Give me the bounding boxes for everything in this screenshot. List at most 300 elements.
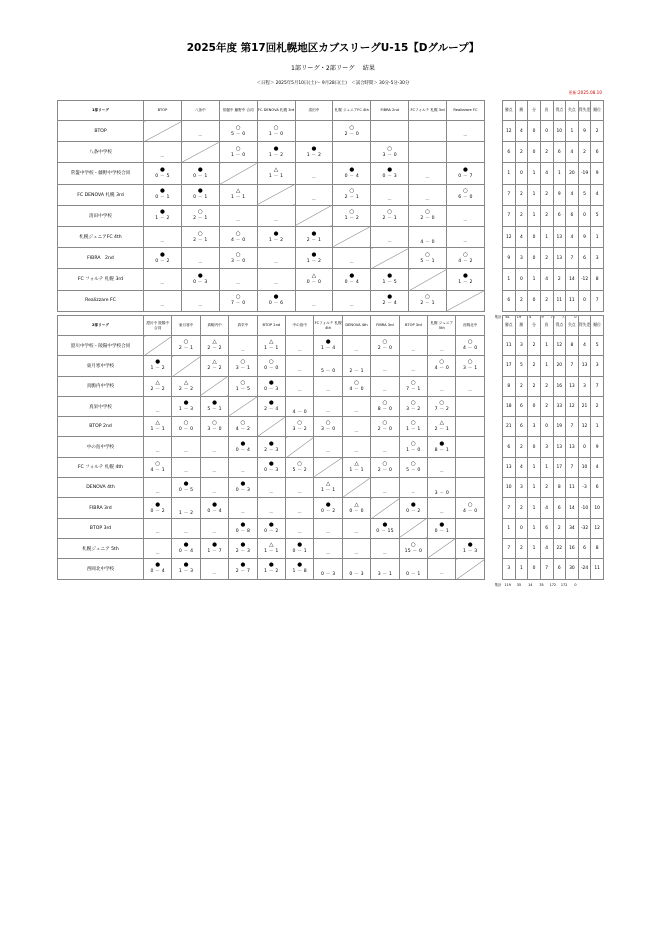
match-cell xyxy=(144,396,172,416)
result-mark: ○ xyxy=(212,420,217,427)
result-mark: ● xyxy=(349,272,355,279)
match-score: － xyxy=(425,176,430,182)
match-cell xyxy=(219,121,257,142)
result-mark xyxy=(400,560,427,567)
stat-value: 4 xyxy=(540,538,553,558)
stat-value: 6 xyxy=(503,142,516,163)
match-score: － xyxy=(160,303,165,309)
stat-value: 6 xyxy=(553,142,566,163)
result-mark: ○ xyxy=(197,209,203,216)
match-cell xyxy=(399,559,427,579)
match-score: 1 － 2 xyxy=(268,237,284,243)
match-cell xyxy=(342,478,370,498)
stat-value: 4 xyxy=(540,163,553,184)
stat-value: 13 xyxy=(566,376,579,396)
stat-header: 勝 xyxy=(515,101,528,121)
match-cell xyxy=(257,417,285,437)
stat-value: 2 xyxy=(540,290,553,311)
result-mark xyxy=(456,522,483,529)
table-row xyxy=(58,478,485,498)
stat-value: 1 xyxy=(591,417,604,437)
stat-value: 2 xyxy=(515,290,528,311)
result-mark: ○ xyxy=(462,188,468,195)
match-cell xyxy=(399,478,427,498)
result-mark xyxy=(456,482,483,489)
result-mark xyxy=(333,292,370,299)
match-cell xyxy=(144,142,182,163)
result-mark: ● xyxy=(268,440,274,447)
stat-value: 2 xyxy=(540,376,553,396)
table-row xyxy=(58,336,485,356)
stat-value: -19 xyxy=(578,163,591,184)
match-cell xyxy=(172,396,200,416)
stat-value: -10 xyxy=(578,498,591,518)
match-score: 1 － 8 xyxy=(292,569,307,575)
result-mark xyxy=(286,377,313,384)
result-mark: ○ xyxy=(235,251,241,258)
match-score: 0 － 2 xyxy=(150,508,165,514)
result-mark xyxy=(258,249,295,256)
match-score: 1 － 0 xyxy=(268,131,284,137)
match-cell xyxy=(295,163,333,184)
match-cell xyxy=(371,457,399,477)
match-cell xyxy=(428,417,456,437)
match-score: － xyxy=(382,450,388,456)
match-score: － xyxy=(155,409,161,415)
match-score: － xyxy=(197,261,203,267)
result-mark: ○ xyxy=(349,188,355,195)
stat-value: -24 xyxy=(578,559,591,579)
match-cell xyxy=(181,142,219,163)
match-cell xyxy=(200,376,228,396)
match-score: 2 － 7 xyxy=(235,569,251,575)
team-name: 西岡北中学校 xyxy=(58,559,144,579)
total-value: 35 xyxy=(539,582,544,587)
stat-value: 16 xyxy=(553,376,566,396)
match-cell xyxy=(399,417,427,437)
match-cell xyxy=(229,417,257,437)
match-score: － xyxy=(463,134,468,140)
match-cell xyxy=(172,498,200,518)
result-mark xyxy=(286,398,313,405)
match-score: 0 － 3 xyxy=(235,488,251,494)
match-score: 1 － 2 xyxy=(150,366,165,372)
match-score: 2 － 1 xyxy=(382,216,397,222)
stat-value: 7 xyxy=(503,498,516,518)
result-mark: ● xyxy=(155,359,161,366)
match-cell xyxy=(371,121,409,142)
stat-value: 3 xyxy=(540,437,553,457)
match-score: 7 － 1 xyxy=(406,386,421,392)
result-mark: ○ xyxy=(183,420,189,427)
match-score: － xyxy=(325,551,331,557)
column-header: 札幌 ジュニアFC 4th xyxy=(333,101,371,121)
match-score: 4 － 0 xyxy=(420,240,435,246)
team-name: BTOP 3rd xyxy=(58,518,144,538)
column-header: DENOVA 4th xyxy=(342,316,370,336)
match-cell xyxy=(399,518,427,538)
result-mark: ● xyxy=(273,294,279,301)
match-score: 0 － 4 xyxy=(344,173,359,179)
match-score: － xyxy=(410,368,416,374)
result-mark: ● xyxy=(183,542,189,549)
column-header: 清田中 xyxy=(295,101,333,121)
match-cell xyxy=(342,396,370,416)
match-cell xyxy=(257,559,285,579)
team-name: FC DENOVA 札幌 3rd xyxy=(58,184,144,205)
stat-header: 勝点 xyxy=(503,101,516,121)
match-score: － xyxy=(212,531,217,537)
stat-value: 12 xyxy=(503,226,516,247)
stat-value: 1 xyxy=(503,518,516,538)
stat-value: 1 xyxy=(591,226,604,247)
stat-value: 0 xyxy=(540,417,553,437)
match-score: 2 － 1 xyxy=(434,427,449,433)
table-row xyxy=(58,559,485,579)
stat-value: 13 xyxy=(578,356,591,376)
result-mark: ● xyxy=(311,230,317,237)
result-mark: ○ xyxy=(439,359,445,366)
match-cell xyxy=(447,184,485,205)
result-mark xyxy=(343,560,370,567)
match-cell xyxy=(200,559,228,579)
result-mark: ● xyxy=(183,481,189,488)
match-cell xyxy=(428,356,456,376)
column-header: FIBRA 2nd xyxy=(371,101,409,121)
match-cell xyxy=(144,226,182,247)
match-score: 0 － 2 xyxy=(320,508,336,514)
stat-value: 21 xyxy=(578,396,591,416)
result-mark: ○ xyxy=(354,379,359,386)
stat-value: 1 xyxy=(566,121,579,142)
total-value: 19 xyxy=(516,314,522,319)
match-cell xyxy=(314,336,342,356)
result-mark xyxy=(258,499,285,506)
team-name: Realizzare FC xyxy=(58,290,144,311)
result-mark: ● xyxy=(325,339,331,346)
result-mark: ● xyxy=(462,166,468,173)
result-mark xyxy=(409,186,446,193)
match-cell xyxy=(257,336,285,356)
match-score: 4 － 2 xyxy=(235,427,251,433)
stat-value: -32 xyxy=(578,518,591,538)
match-cell xyxy=(181,121,219,142)
totals-label: 集計 xyxy=(494,314,502,319)
match-score: 0 － 3 xyxy=(349,571,364,577)
match-cell xyxy=(286,356,314,376)
match-score: － xyxy=(160,282,165,288)
result-mark xyxy=(144,292,181,299)
result-mark: ● xyxy=(183,400,189,407)
match-score: 1 － 1 xyxy=(349,467,364,473)
total-value: 19 xyxy=(539,314,544,319)
match-score: 1 － 2 xyxy=(306,258,322,264)
stat-value: 0 xyxy=(540,121,553,142)
team-name: 清田中学校 xyxy=(58,205,144,226)
total-value: 71 xyxy=(550,314,555,319)
match-cell xyxy=(371,478,399,498)
result-mark: △ xyxy=(325,481,331,488)
match-score: 4 － 0 xyxy=(292,409,307,415)
result-mark: ○ xyxy=(467,339,473,346)
stat-value: 11 xyxy=(553,290,566,311)
match-cell xyxy=(409,248,447,269)
stat-value: 9 xyxy=(591,437,604,457)
match-score: － xyxy=(268,490,274,496)
result-mark: ○ xyxy=(462,251,468,258)
match-cell xyxy=(257,184,295,205)
match-score: － xyxy=(439,470,445,476)
result-mark xyxy=(371,228,408,235)
match-score: 0 － 2 xyxy=(155,258,170,264)
match-cell xyxy=(456,518,484,538)
team-name: 東月寒中学校 xyxy=(58,356,144,376)
stat-value: 17 xyxy=(503,356,516,376)
match-cell xyxy=(314,356,342,376)
match-score: 0 － 15 xyxy=(376,528,394,534)
match-cell xyxy=(456,376,484,396)
match-score: 0 － 1 xyxy=(434,528,449,534)
match-score: 1 － 5 xyxy=(235,386,251,392)
match-cell xyxy=(181,205,219,226)
match-cell xyxy=(295,184,333,205)
match-cell xyxy=(144,184,182,205)
match-score: － xyxy=(311,303,317,309)
stat-value: 9 xyxy=(503,248,516,269)
match-score: － xyxy=(240,470,246,476)
match-cell xyxy=(295,290,333,311)
result-mark: ● xyxy=(297,542,303,549)
match-cell xyxy=(144,205,182,226)
result-mark: ● xyxy=(462,272,468,279)
match-cell xyxy=(229,356,257,376)
match-score: － xyxy=(354,429,359,435)
match-cell xyxy=(342,376,370,396)
match-score: 1 － 2 xyxy=(458,279,473,285)
result-mark: ○ xyxy=(349,209,355,216)
stat-header: 分 xyxy=(528,316,541,336)
match-cell xyxy=(229,457,257,477)
match-score: 2 － 2 xyxy=(207,346,222,352)
stat-value: -12 xyxy=(578,269,591,290)
stat-value: 6 xyxy=(515,417,528,437)
result-mark xyxy=(428,377,455,384)
team-name: BTOP xyxy=(58,121,144,142)
result-mark: ● xyxy=(159,188,165,195)
match-score: 4 － 0 xyxy=(462,508,478,514)
column-header: FCフォルテ 札幌 4th xyxy=(314,316,342,336)
match-cell xyxy=(144,559,172,579)
match-score: 0 － 0 xyxy=(264,366,279,372)
match-cell xyxy=(342,538,370,558)
team-name: 真栄中学校 xyxy=(58,396,144,416)
match-cell xyxy=(314,417,342,437)
result-mark xyxy=(201,458,228,465)
column-header: 札幌 ジュニア 5th xyxy=(428,316,456,336)
match-score: － xyxy=(160,155,165,161)
match-score: 0 － 0 xyxy=(349,508,364,514)
match-cell xyxy=(144,121,182,142)
stat-value: 8 xyxy=(566,336,579,356)
result-mark xyxy=(286,519,313,526)
result-mark: ● xyxy=(439,440,445,447)
match-score: 4 － 0 xyxy=(231,237,246,243)
result-mark: ○ xyxy=(273,124,279,131)
match-cell xyxy=(172,478,200,498)
stat-value: 1 xyxy=(503,163,516,184)
match-score: 0 － 0 xyxy=(306,279,322,285)
result-mark: ○ xyxy=(382,400,388,407)
stat-value: 6 xyxy=(578,248,591,269)
match-score: 2 － 1 xyxy=(178,346,194,352)
match-cell xyxy=(428,437,456,457)
match-cell xyxy=(314,538,342,558)
result-mark: ● xyxy=(197,188,203,195)
stat-value: 3 xyxy=(515,336,528,356)
stat-value: 2 xyxy=(540,248,553,269)
match-score: 2 － 1 xyxy=(344,195,359,201)
stat-value: 6 xyxy=(515,396,528,416)
result-mark xyxy=(447,122,484,129)
team-name: 中の島中学校 xyxy=(58,437,144,457)
result-mark: ● xyxy=(387,272,393,279)
stat-value: 10 xyxy=(503,478,516,498)
match-score: 0 － 3 xyxy=(193,279,208,285)
result-mark xyxy=(371,540,398,547)
result-mark: ○ xyxy=(387,145,393,152)
match-cell xyxy=(172,538,200,558)
column-header: FC DENOVA 札幌 3rd xyxy=(257,101,295,121)
result-mark xyxy=(182,122,219,129)
stat-value: 17 xyxy=(553,457,566,477)
stat-value: 2 xyxy=(591,396,604,416)
stat-header: 失点 xyxy=(566,316,579,336)
match-cell xyxy=(144,269,182,290)
result-mark xyxy=(314,398,341,405)
match-cell xyxy=(286,538,314,558)
stat-value: 20 xyxy=(553,356,566,376)
standings-row xyxy=(503,396,604,416)
total-value: 61 xyxy=(505,314,510,319)
match-score: 1 － 4 xyxy=(320,346,336,352)
match-cell xyxy=(219,163,257,184)
match-cell xyxy=(200,437,228,457)
match-score: 1 － 0 xyxy=(406,447,421,453)
result-mark: ● xyxy=(268,521,274,528)
stat-value: 16 xyxy=(566,538,579,558)
result-mark: ○ xyxy=(382,420,388,427)
stat-value: 34 xyxy=(566,518,579,538)
match-score: 3 － 0 xyxy=(320,427,336,433)
page-title: 2025年度 第17回札幌地区カブスリーグU-15【Dグループ】 xyxy=(186,42,480,54)
match-cell xyxy=(314,559,342,579)
match-cell xyxy=(456,417,484,437)
match-score: － xyxy=(297,368,303,374)
stat-value: 12 xyxy=(503,121,516,142)
match-score: 0 － 8 xyxy=(235,528,251,534)
match-cell xyxy=(257,538,285,558)
stat-header: 失点 xyxy=(566,101,579,121)
result-mark: ● xyxy=(240,562,246,569)
standings-row xyxy=(503,142,604,163)
match-cell xyxy=(371,269,409,290)
match-cell xyxy=(229,396,257,416)
match-cell xyxy=(144,417,172,437)
column-header: 常盤中 藤野中 合同 xyxy=(219,101,257,121)
match-cell xyxy=(200,538,228,558)
match-cell xyxy=(286,478,314,498)
match-cell xyxy=(144,478,172,498)
match-score: 1 － 2 xyxy=(268,152,284,158)
stat-value: 6 xyxy=(553,205,566,226)
match-score: 3 － 1 xyxy=(462,366,478,372)
stat-value: 30 xyxy=(566,559,579,579)
team-name: FC フォルテ 札幌 4th xyxy=(58,457,144,477)
stat-value: 7 xyxy=(591,290,604,311)
match-cell xyxy=(333,269,371,290)
match-score: 15 － 0 xyxy=(404,549,423,555)
match-cell xyxy=(371,142,409,163)
result-mark xyxy=(286,499,313,506)
match-score: 0 － 3 xyxy=(264,386,279,392)
match-cell xyxy=(333,142,371,163)
stat-header: 順位 xyxy=(591,316,604,336)
result-mark: ● xyxy=(439,521,445,528)
match-cell xyxy=(456,457,484,477)
result-mark xyxy=(409,164,446,171)
match-score: 0 － 1 xyxy=(406,571,421,577)
result-mark xyxy=(343,438,370,445)
stat-value: 19 xyxy=(553,417,566,437)
stat-value: 4 xyxy=(591,184,604,205)
result-mark xyxy=(201,438,228,445)
match-cell xyxy=(371,290,409,311)
match-score: 5 － 2 xyxy=(292,467,307,473)
match-cell xyxy=(428,376,456,396)
result-mark xyxy=(229,337,256,344)
match-cell xyxy=(399,538,427,558)
team-name: FIBRA 3rd xyxy=(58,498,144,518)
match-score: － xyxy=(410,348,416,354)
standings-row xyxy=(503,478,604,498)
result-mark: ○ xyxy=(235,294,241,301)
match-cell xyxy=(399,396,427,416)
league2-totals xyxy=(494,582,581,587)
match-cell xyxy=(229,437,257,457)
match-cell xyxy=(219,248,257,269)
stat-value: 13 xyxy=(553,437,566,457)
match-score: － xyxy=(268,511,274,517)
match-score: 2 － 1 xyxy=(349,368,364,374)
stat-value: 12 xyxy=(591,518,604,538)
stat-value: 5 xyxy=(578,184,591,205)
match-score: － xyxy=(439,348,445,354)
match-score: 0 － 0 xyxy=(178,427,194,433)
match-score: 1 － 5 xyxy=(382,279,397,285)
match-score: 0 － 2 xyxy=(406,508,421,514)
result-mark: ● xyxy=(349,166,355,173)
stat-value: 18 xyxy=(503,396,516,416)
match-cell xyxy=(200,417,228,437)
match-cell xyxy=(428,518,456,538)
match-score: － xyxy=(439,511,445,517)
result-mark xyxy=(447,146,484,153)
match-score: － xyxy=(325,450,331,456)
result-mark: △ xyxy=(155,420,160,427)
match-score: 4 － 1 xyxy=(150,467,165,473)
match-cell xyxy=(456,538,484,558)
match-score: － xyxy=(311,176,317,182)
